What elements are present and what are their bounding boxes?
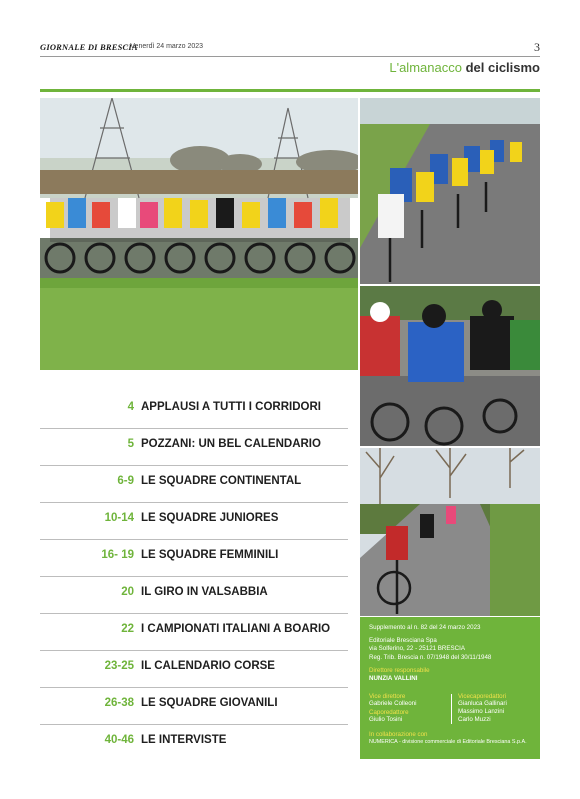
section-accent-bar [40,89,540,92]
toc-item[interactable] [40,651,348,688]
toc-page-range: 26-38 [104,697,134,709]
photo-riders-closeup [360,286,540,446]
toc-title: LE SQUADRE GIOVANILI [141,697,278,709]
toc-page-range: 23-25 [104,660,134,672]
toc-title: APPLAUSI A TUTTI I CORRIDORI [141,401,321,413]
toc-title: LE SQUADRE CONTINENTAL [141,475,302,487]
table-of-contents [40,392,348,761]
section-title-bold: del ciclismo [465,60,540,75]
imprint-vice-director-role: Vice direttore [369,693,406,700]
section-title [389,60,540,75]
toc-title: POZZANI: UN BEL CALENDARIO [141,438,321,450]
imprint-vice-chief-role: Vicecaporedattori [458,693,507,700]
imprint-vice-director-name: Gabriele Colleoni [369,700,417,707]
imprint-vice-chief-name: Carlo Muzzi [458,716,491,723]
imprint-vice-chief-name: Massimo Lanzini [458,708,505,715]
photo-peloton-road [360,98,540,284]
imprint-collab-role: In collaborazione con [369,731,428,738]
imprint-registration: Reg. Trib. Brescia n. 07/1948 del 30/11/1948 [369,654,492,661]
imprint-collab-name: NUMERICA - divisione commerciale di Editoriale Bresciana S.p.A. [369,739,527,745]
toc-item[interactable] [40,392,348,429]
page-number: 3 [534,40,540,54]
imprint-vice-chief-name: Gianluca Gallinari [458,700,507,707]
imprint-director-name: NUNZIA VALLINI [369,675,418,682]
newspaper-name: GIORNALE DI BRESCIA [40,42,138,52]
imprint-publisher: Editoriale Bresciana Spa [369,637,437,644]
issue-date: · Venerdì 24 marzo 2023 [126,43,204,50]
toc-title: LE INTERVISTE [141,734,227,746]
page-header [40,40,540,54]
toc-title: LE SQUADRE FEMMINILI [141,549,279,561]
toc-title: LE SQUADRE JUNIORES [141,512,279,524]
photo-riders-country-road [360,448,540,616]
toc-item[interactable] [40,688,348,725]
toc-page-range: 5 [127,438,134,450]
photo-peloton-field [40,98,358,370]
header-rule [40,56,540,57]
toc-page-range: 20 [121,586,134,598]
toc-page-range: 40-46 [104,734,134,746]
section-title-light: L'almanacco [389,60,462,75]
toc-item[interactable] [40,725,348,761]
imprint-director-role: Direttore responsabile [369,667,430,674]
toc-item[interactable] [40,466,348,503]
toc-page-range: 16- 19 [101,549,134,561]
toc-page-range: 4 [127,401,134,413]
toc-page-range: 22 [121,623,134,635]
toc-item[interactable] [40,577,348,614]
toc-item[interactable] [40,614,348,651]
toc-item[interactable] [40,540,348,577]
imprint-box [360,617,540,759]
toc-item[interactable] [40,503,348,540]
imprint-supplement: Supplemento al n. 82 del 24 marzo 2023 [369,624,481,631]
toc-title: I CAMPIONATI ITALIANI A BOARIO [141,623,331,635]
imprint-divider [451,694,452,724]
toc-title: IL CALENDARIO CORSE [141,660,275,672]
toc-page-range: 10-14 [104,512,134,524]
imprint-address: via Solferino, 22 - 25121 BRESCIA [369,645,465,652]
toc-page-range: 6-9 [117,475,134,487]
toc-title: IL GIRO IN VALSABBIA [141,586,268,598]
toc-item[interactable] [40,429,348,466]
imprint-chief-editor-role: Caporedattore [369,709,409,716]
imprint-chief-editor-name: Giulio Tosini [369,716,403,723]
